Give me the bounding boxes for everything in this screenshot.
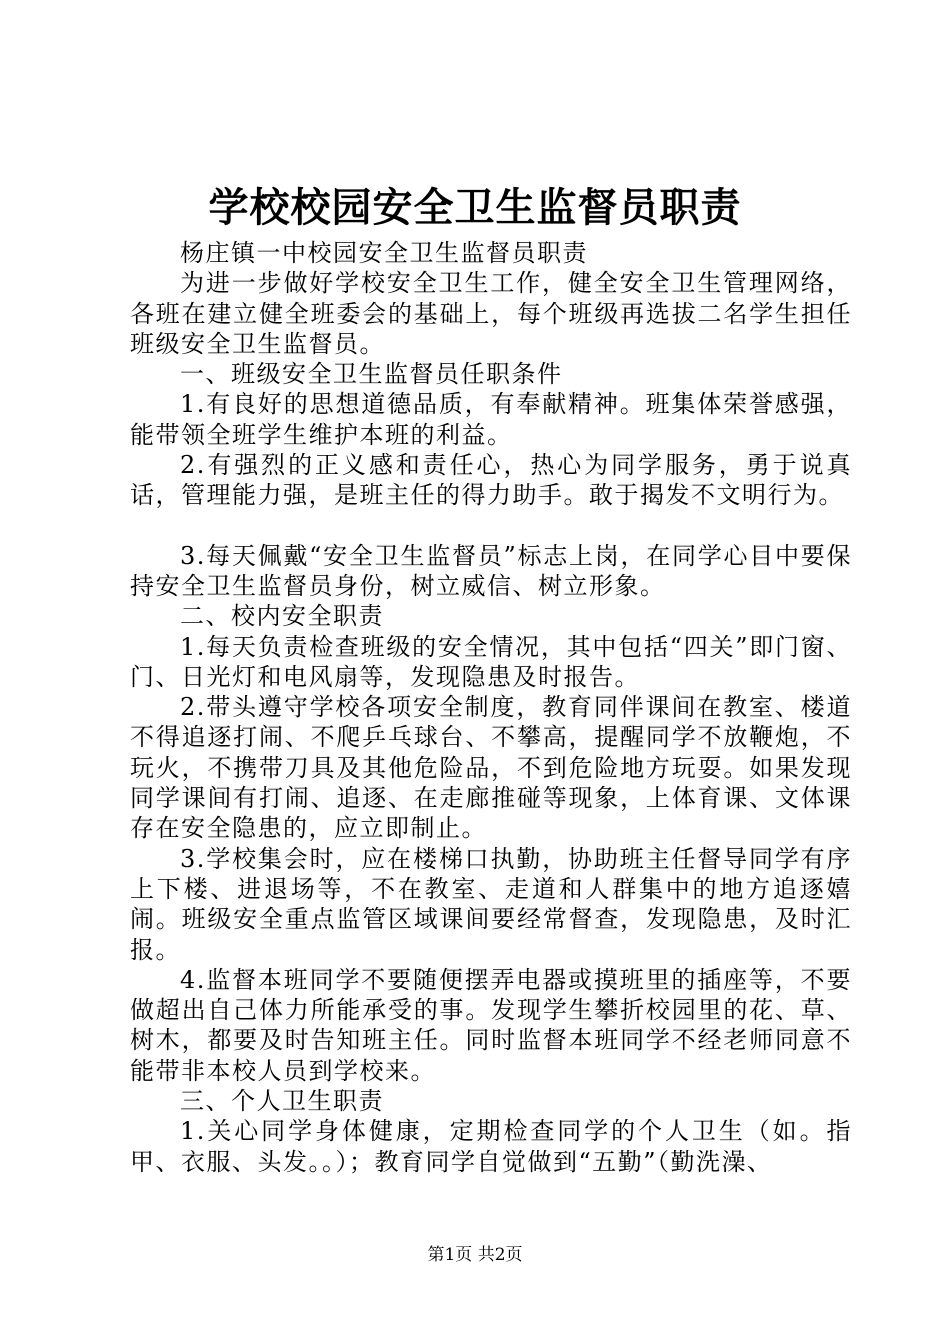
page-number-footer: 第1页 共2页	[427, 1245, 523, 1265]
section-heading-3: 三、个人卫生职责	[180, 1087, 384, 1116]
document-body	[130, 238, 852, 1177]
paragraph-item: 2.有强烈的正义感和责任心，热心为同学服务，勇于说真话，管理能力强，是班主任的得力助手。敢于揭发不文明行为。	[130, 451, 852, 510]
paragraph-item: 1.每天负责检查班级的安全情况，其中包括“四关”即门窗、门、日光灯和电风扇等，发现隐患及时报告。	[130, 632, 852, 691]
paragraph-intro: 为进一步做好学校安全卫生工作，健全安全卫生管理网络，各班在建立健全班委会的基础上，每个班级再选拔二名学生担任班级安全卫生监督员。	[130, 269, 852, 358]
document-title: 学校校园安全卫生监督员职责	[208, 185, 742, 231]
paragraph-item: 2.带头遵守学校各项安全制度，教育同伴课间在教室、楼道不得追逐打闹、不爬乒乓球台、不攀高，提醒同学不放鞭炮，不玩火，不携带刀具及其他危险品，不到危险地方玩耍。如果发现同学课间有打闹、追逐、在走廊推碰等现象，上体育课、文体课存在安全隐患的，应立即制止。	[130, 693, 852, 843]
paragraph-item: 3.学校集会时，应在楼梯口执勤，协助班主任督导同学有序上下楼、进退场等，不在教室、走道和人群集中的地方追逐嬉闹。班级安全重点监管区域课间要经常督查，发现隐患，及时汇报。	[130, 844, 852, 964]
paragraph-item: 4.监督本班同学不要随便摆弄电器或摸班里的插座等，不要做超出自己体力所能承受的事。发现学生攀折校园里的花、草、树木，都要及时告知班主任。同时监督本班同学不经老师同意不能带非本校人员到学校来。	[130, 965, 852, 1085]
paragraph-item: 3.每天佩戴“安全卫生监督员”标志上岗，在同学心目中要保持安全卫生监督员身份，树立威信、树立形象。	[130, 541, 852, 600]
paragraph-item: 1.关心同学身体健康，定期检查同学的个人卫生（如。指甲、衣服、头发。。）；教育同学自觉做到“五勤”（勤洗澡、	[130, 1117, 852, 1176]
paragraph-subtitle: 杨庄镇一中校园安全卫生监督员职责	[180, 239, 588, 267]
section-heading-1: 一、班级安全卫生监督员任职条件	[180, 360, 563, 389]
paragraph-item: 1.有良好的思想道德品质，有奉献精神。班集体荣誉感强，能带领全班学生维护本班的利益。	[130, 390, 852, 449]
section-heading-2: 二、校内安全职责	[180, 602, 384, 631]
